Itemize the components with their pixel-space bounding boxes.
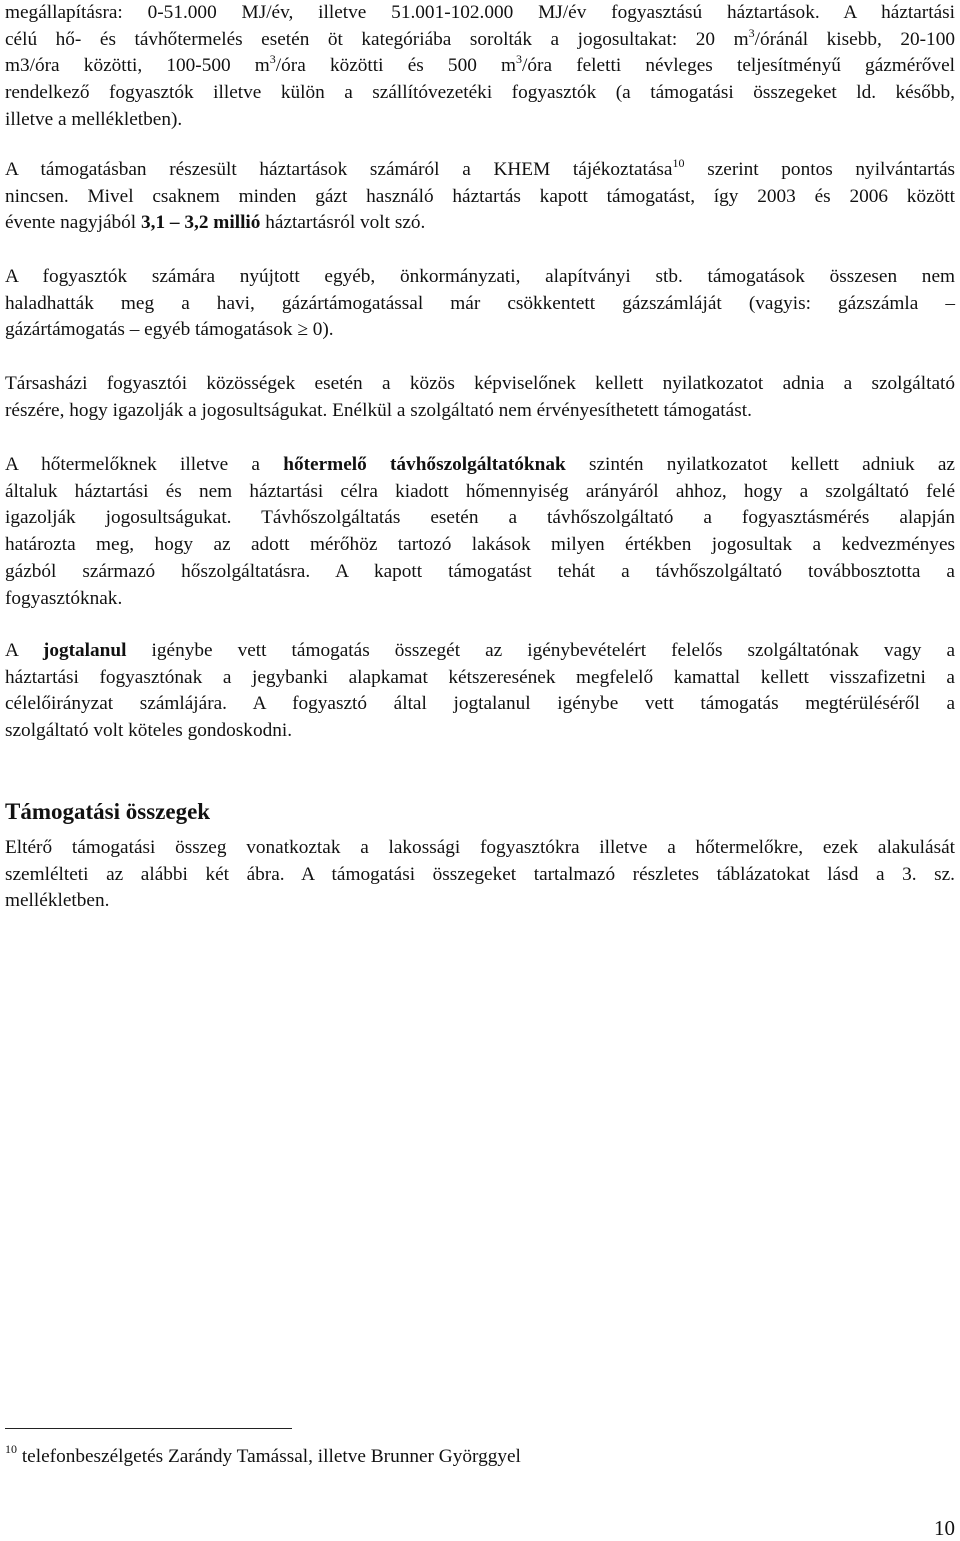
text-line — [5, 27, 955, 54]
text-line — [5, 53, 955, 80]
paragraph-condominium — [5, 371, 955, 424]
text-line: mellékletben. — [5, 890, 110, 912]
text-line — [5, 638, 955, 665]
text-run: szerint pontos nyilvántartás — [684, 159, 956, 180]
superscript: 3 — [516, 52, 523, 67]
bold-text: hőtermelő távhőszolgáltatóknak — [283, 454, 566, 475]
text-run: /óránál kisebb, 20-100 — [754, 28, 955, 50]
text-line — [5, 210, 955, 237]
footnote-number: 10 — [5, 1442, 17, 1456]
text-run: m3/óra közötti, 100-500 m — [5, 55, 270, 77]
footnote-reference: 10 — [672, 156, 685, 170]
paragraph-support-amounts — [5, 835, 955, 915]
text-run: szintén nyilatkozatot kellett adniuk az — [565, 454, 955, 475]
text-line: A fogyasztók számára nyújtott egyéb, önkormányzati, alapítványi stb. támogatások összesen nem — [5, 266, 955, 287]
footnote-separator — [5, 1428, 292, 1429]
text-run: /óra feletti névleges teljesítményű gázmérővel — [522, 55, 955, 77]
text-run: célú hő- és távhőtermelés esetén öt kategóriába sorolták a jogosultakat: 20 m — [5, 28, 749, 50]
footnote — [5, 1444, 521, 1470]
text-line: háztartási fogyasztónak a jegybanki alapkamat kétszeresének megfelelő kamattal kellett visszafizetni a — [5, 666, 955, 688]
bold-text: jogtalanul — [42, 640, 127, 661]
paragraph-heat-producers — [5, 452, 955, 612]
section-heading: Támogatási összegek — [5, 799, 211, 824]
text-line: rendelkező fogyasztók illetve külön a szállítóvezetéki fogyasztók (a támogatási összegeket ld. később, — [5, 82, 955, 104]
text-line: szemlélteti az alábbi két ábra. A támogatási összegeket tartalmazó részletes táblázatokat lásd a 3. sz. — [5, 863, 955, 885]
text-line: gázártámogatás – egyéb támogatások ≥ 0). — [5, 319, 334, 341]
text-run: A — [5, 640, 43, 661]
text-line: haladhatták meg a havi, gázártámogatással már csökkentett gázszámláját (vagyis: gázszámla – — [5, 292, 955, 314]
footnote-text: telefonbeszélgetés Zarándy Tamással, illetve Brunner Györggyel — [17, 1446, 521, 1467]
text-run: /óra közötti és 500 m — [275, 55, 517, 77]
text-run: igénybe vett támogatás összegét az igénybevételért felelős szolgáltatónak vagy a — [126, 640, 955, 661]
text-line: megállapításra: 0-51.000 MJ/év, illetve 51.001-102.000 MJ/év fogyasztású háztartások. A háztartási — [5, 2, 955, 23]
text-line — [5, 157, 955, 184]
text-line: gázból származó hőszolgáltatásra. A kapott támogatást tehát a távhőszolgáltató továbbosztotta a — [5, 560, 955, 582]
bold-text: 3,1 – 3,2 millió — [141, 212, 261, 234]
page-number: 10 — [934, 1516, 955, 1540]
text-line: szolgáltató volt köteles gondoskodni. — [5, 720, 293, 742]
text-line: célelőirányzat számlájára. A fogyasztó által jogtalanul igénybe vett támogatás megtérüléséről a — [5, 693, 955, 715]
text-line: Eltérő támogatási összeg vonatkoztak a lakossági fogyasztókra illetve a hőtermelőkre, ezek alakulását — [5, 837, 955, 858]
paragraph-unlawful-use — [5, 638, 955, 745]
text-run: A támogatásban részesült háztartások számáról a KHEM tájékoztatása — [5, 159, 673, 180]
text-line: fogyasztóknak. — [5, 587, 123, 609]
text-line — [5, 452, 955, 479]
text-run: évente nagyjából — [5, 212, 141, 234]
text-line: határozta meg, hogy az adott mérőhöz tartozó lakások milyen értékben jogosultak a kedvezményes — [5, 534, 955, 556]
text-line: általuk háztartási és nem háztartási célra kiadott hőmennyiség arányáról ahhoz, hogy a szolgáltató felé — [5, 480, 955, 502]
text-line: Társasházi fogyasztói közösségek esetén a közös képviselőnek kellett nyilatkozatot adnia a szolgáltató — [5, 373, 955, 394]
text-line: illetve a mellékletben). — [5, 108, 183, 130]
text-line: részére, hogy igazolják a jogosultságukat. Enélkül a szolgáltató nem érvényesíthetett támogatást. — [5, 399, 752, 421]
paragraph-other-support — [5, 264, 955, 344]
superscript: 3 — [269, 52, 276, 67]
text-run: A hőtermelőknek illetve a — [5, 454, 284, 475]
paragraph-categories — [5, 0, 955, 134]
paragraph-household-count — [5, 157, 955, 237]
text-line: nincsen. Mivel csaknem minden gázt használó háztartás kapott támogatást, így 2003 és 2006 között — [5, 185, 955, 207]
superscript: 3 — [748, 25, 755, 40]
text-run: háztartásról volt szó. — [260, 212, 426, 234]
text-line: igazolják jogosultságukat. Távhőszolgáltatás esetén a távhőszolgáltató a fogyasztásmérés alapján — [5, 507, 955, 529]
